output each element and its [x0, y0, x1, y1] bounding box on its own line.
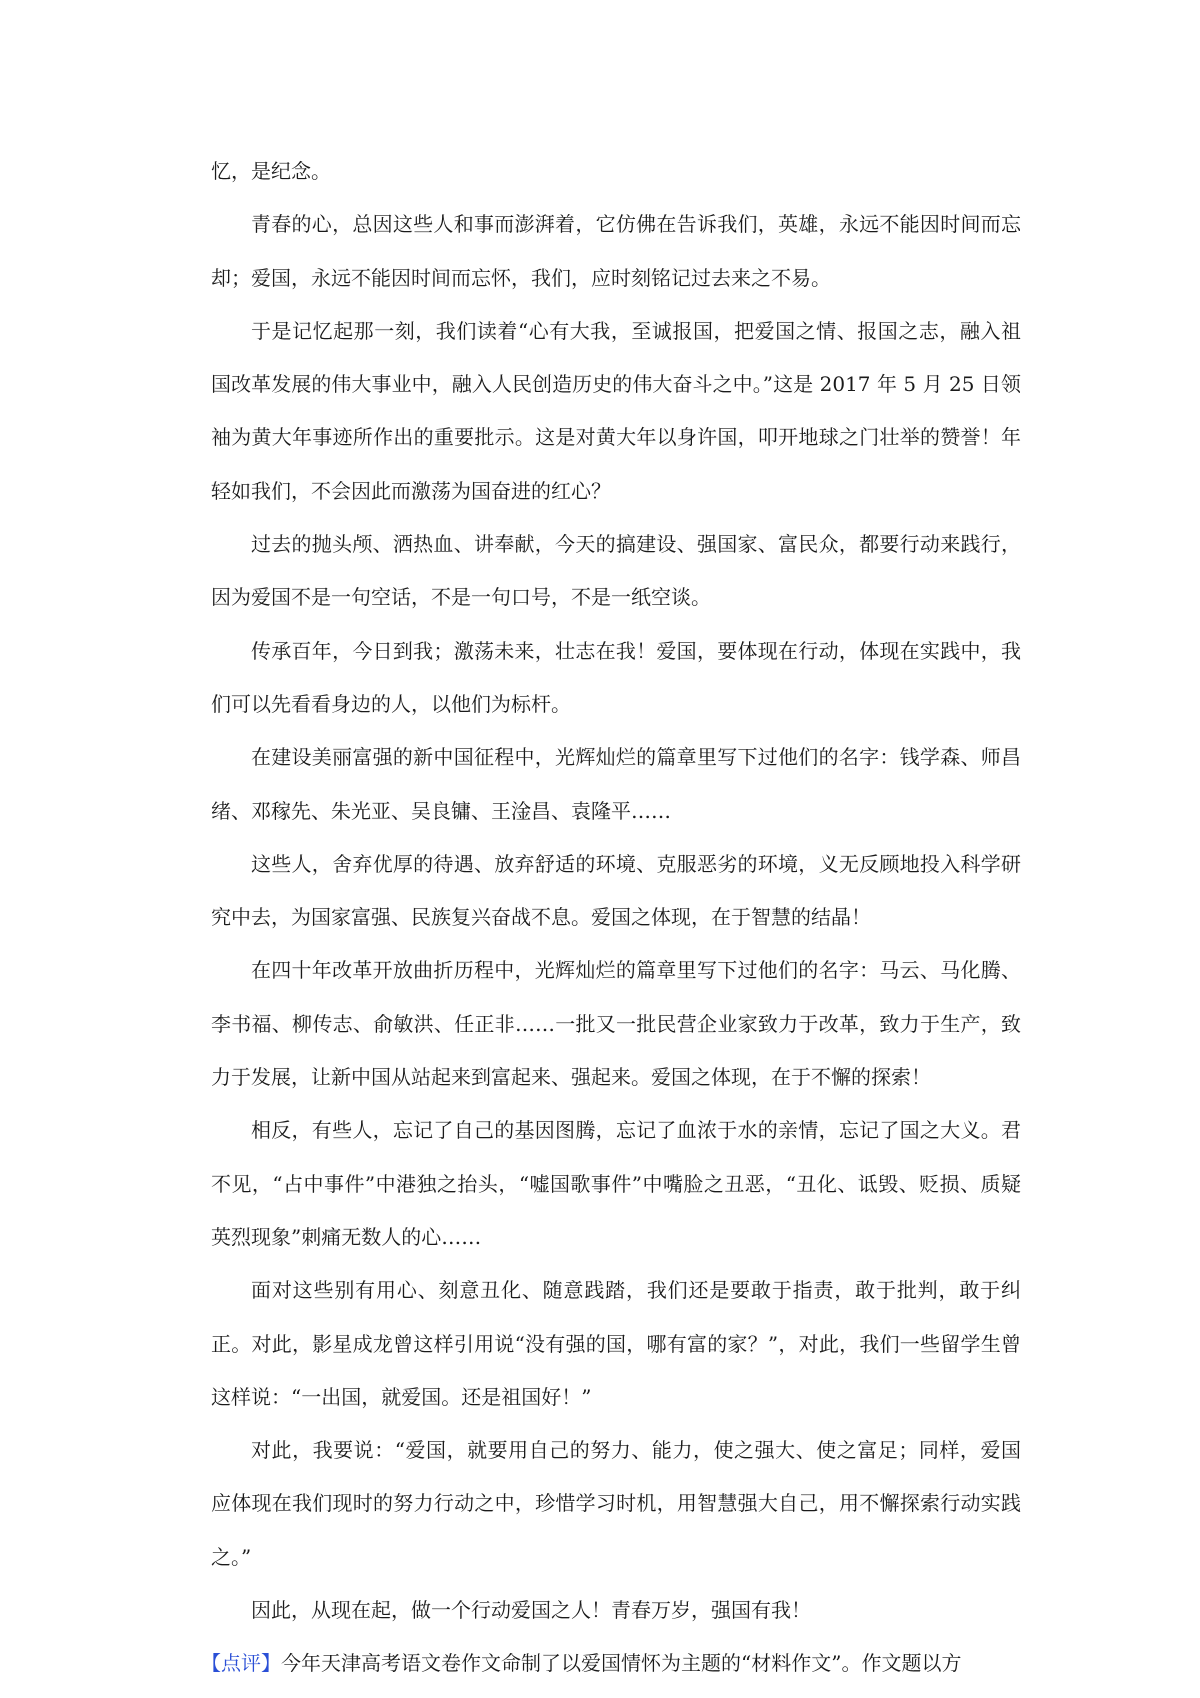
paragraph-12: 因此，从现在起，做一个行动爱国之人！青春万岁，强国有我！: [251, 1598, 811, 1623]
document-body: [201, 145, 1021, 1691]
paragraph-6: 在建设美丽富强的新中国征程中，光辉灿烂的篇章里写下过他们的名字：钱学森、师昌绪、邓稼先、朱光亚、吴良镛、王淦昌、袁隆平……: [211, 745, 1021, 823]
comment-tag: 【点评】: [201, 1651, 281, 1676]
paragraph-10: 面对这些别有用心、刻意丑化、随意践踏，我们还是要敢于指责，敢于批判，敢于纠正。对此，影星成龙曾这样引用说“没有强的国，哪有富的家？”，对此，我们一些留学生曾这样说：“一出国，就爱国。还是祖国好！”: [211, 1278, 1021, 1409]
comment-paragraph: [201, 1637, 1031, 1690]
paragraph-4: 过去的抛头颅、洒热血、讲奉献，今天的搞建设、强国家、富民众，都要行动来践行，因为爱国不是一句空话，不是一句口号，不是一纸空谈。: [211, 532, 1021, 610]
paragraph-7: 这些人，舍弃优厚的待遇、放弃舒适的环境、克服恶劣的环境，义无反顾地投入科学研究中去，为国家富强、民族复兴奋战不息。爱国之体现，在于智慧的结晶！: [211, 851, 1021, 930]
paragraph-1: 忆，是纪念。: [211, 159, 331, 183]
paragraph-11: 对此，我要说：“爱国，就要用自己的努力、能力，使之强大、使之富足；同样，爱国应体现在我们现时的努力行动之中，珍惜学习时机，用智慧强大自己，用不懈探索行动实践之。”: [211, 1438, 1021, 1569]
comment-text: 今年天津高考语文卷作文命制了以爱国情怀为主题的“材料作文”。作文题以方: [281, 1651, 962, 1676]
paragraph-2: 青春的心，总因这些人和事而澎湃着，它仿佛在告诉我们，英雄，永远不能因时间而忘却；爱国，永远不能因时间而忘怀，我们，应时刻铭记过去来之不易。: [211, 212, 1021, 290]
paragraph-9: 相反，有些人，忘记了自己的基因图腾，忘记了血浓于水的亲情，忘记了国之大义。君不见，“占中事件”中港独之抬头，“嘘国歌事件”中嘴脸之丑恶，“丑化、诋毁、贬损、质疑英烈现象”刺痛无数人的心……: [211, 1118, 1021, 1249]
paragraph-8: 在四十年改革开放曲折历程中，光辉灿烂的篇章里写下过他们的名字：马云、马化腾、李书福、柳传志、俞敏洪、任正非……一批又一批民营企业家致力于改革，致力于生产，致力于发展，让新中国从站起来到富起来、强起来。爱国之体现，在于不懈的探索！: [211, 958, 1021, 1090]
paragraph-5: 传承百年，今日到我；激荡未来，壮志在我！爱国，要体现在行动，体现在实践中，我们可以先看看身边的人，以他们为标杆。: [211, 638, 1021, 716]
paragraph-3: 于是记忆起那一刻，我们读着“心有大我，至诚报国，把爱国之情、报国之志，融入祖国改革发展的伟大事业中，融入人民创造历史的伟大奋斗之中。”这是 2017 年 5 月 25 日领袖为黄大年事迹所作出的重要批示。这是对黄大年以身许国，叩开地球之门壮举的赞誉！年轻如我们，不会因此而激荡为国奋进的红心？: [211, 318, 1021, 503]
